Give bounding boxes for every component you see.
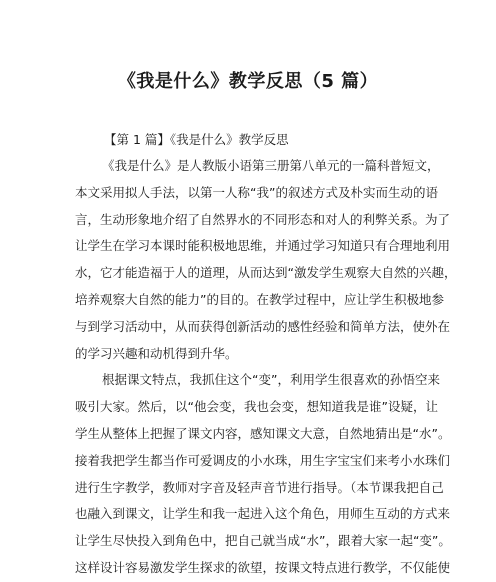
paragraph-line: 言，生动形象地介绍了自然界水的不同形态和对人的利弊关系。为了	[75, 211, 451, 227]
paragraph-line: 与到学习活动中，从而获得创新活动的感性经验和简单方法，使外在	[75, 318, 451, 334]
paragraph-line: 《我是什么》是人教版小语第三册第八单元的一篇科普短文，	[102, 158, 440, 173]
paragraph-1	[75, 153, 457, 367]
paragraph-line: 根据课文特点，我抓住这个“变”，利用学生很喜欢的孙悟空来	[102, 372, 440, 388]
paragraph-line: 让学生在学习本课时能积极地思维，并通过学习知道只有合理地利用	[75, 238, 451, 254]
paragraph-line: 这样设计容易激发学生探求的欲望，按课文特点进行教学，不仅能使	[75, 559, 451, 575]
paragraph-line: 水，它才能造福于人的道理，从而达到“激发学生观察大自然的兴趣，	[75, 265, 457, 281]
paragraph-line: 也融入到课文，让学生和我一起进入这个角色，用师生互动的方式来	[75, 506, 451, 522]
paragraph-line: 进行生字教学，教师对字音及轻声音节进行指导。（本节课我把自己	[75, 479, 444, 495]
paragraph-line: 接着我把学生都当作可爱调皮的小水珠，用生字宝宝们来考小水珠们	[75, 452, 451, 468]
document-body	[75, 153, 457, 582]
paragraph-line: 吸引大家。然后，以“他会变，我也会变，想知道我是谁”设疑，让	[75, 399, 438, 415]
paragraph-2	[75, 367, 451, 581]
section-heading: 【第 1 篇】《我是什么》教学反思	[104, 132, 289, 147]
paragraph-line: 培养观察大自然的能力”的目的。在教学过程中，应让学生积极地参	[75, 291, 444, 307]
document-title: 《我是什么》教学反思（5 篇）	[117, 71, 379, 92]
paragraph-line: 学生从整体上把握了课文内容，感知课文大意，自然地猜出是“水”。	[75, 425, 451, 441]
paragraph-line: 本文采用拟人手法，以第一人称“我”的叙述方式及朴实而生动的语	[75, 184, 438, 200]
paragraph-line: 的学习兴趣和动机得到升华。	[75, 345, 238, 361]
paragraph-line: 让学生尽快投入到角色中，把自己就当成“水”，跟着大家一起“变”。	[75, 533, 451, 549]
